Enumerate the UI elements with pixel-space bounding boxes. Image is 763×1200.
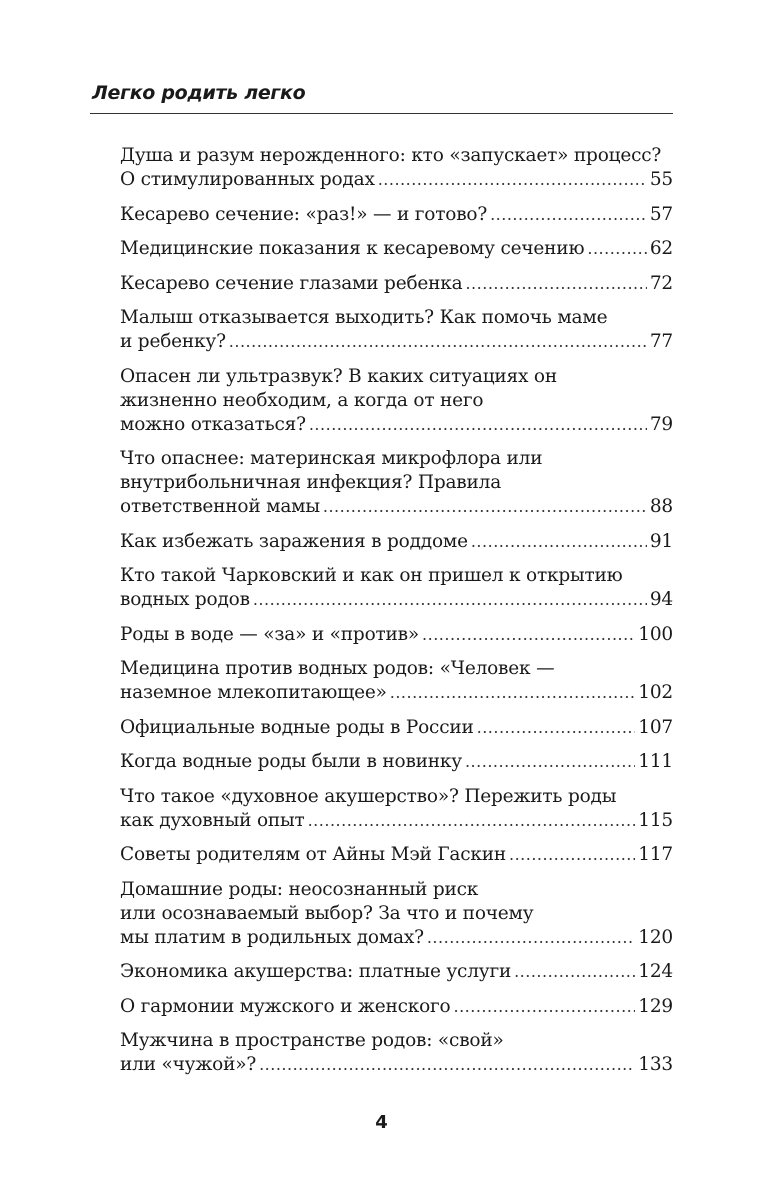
dot-leader [427, 926, 635, 950]
toc-entry [120, 272, 673, 296]
toc-entry-page-number: 88 [649, 496, 673, 517]
dot-leader [471, 530, 647, 554]
toc-entry [120, 203, 673, 227]
toc-entry-page-number: 57 [649, 203, 673, 225]
toc-entry-title-line: Кесарево сечение глазами ребенка [120, 272, 463, 294]
dot-leader [229, 330, 647, 354]
toc-entry-title-line: Что опаснее: материнская микрофлора или [120, 448, 543, 469]
toc-entry-page-number: 62 [649, 238, 673, 259]
toc-entry-last-line [120, 330, 673, 354]
toc-entry-last-line [120, 716, 673, 740]
toc-entry-title-line: Когда водные роды были в новинку [120, 751, 462, 772]
toc-entry-title-line: можно отказаться? [120, 413, 306, 435]
toc-entry-title-line: Официальные водные роды в России [120, 716, 474, 738]
toc-entry [120, 530, 673, 554]
toc-entry-title-line: или осознаваемый выбор? За что и почему [120, 902, 534, 924]
dot-leader [465, 750, 635, 774]
toc-entry-title-line: Кто такой Чарковский и как он пришел к открытию [120, 565, 623, 586]
toc-entry-title-line: водных родов [120, 589, 250, 610]
toc-entry-page-number: 102 [638, 682, 673, 703]
toc-entry-page-number: 124 [638, 961, 673, 982]
running-head-title: Легко родить легко [92, 82, 306, 104]
dot-leader [514, 960, 635, 984]
toc-entry-title-line: и ребенку? [120, 331, 226, 352]
toc-entry-last-line [120, 926, 673, 950]
toc-entry-title-line: Советы родителям от Айны Мэй Гаскин [120, 844, 506, 865]
dot-leader [477, 716, 636, 740]
toc-entry-title-line: Медицина против водных родов: «Человек — [120, 658, 555, 679]
toc-entry-page-number: 129 [638, 995, 673, 1017]
toc-entry-title-line: жизненно необходим, а когда от него [120, 389, 484, 411]
dot-leader [587, 237, 647, 261]
toc-entry-last-line [120, 203, 673, 227]
toc-entry-last-line [120, 995, 673, 1019]
toc-entry [120, 447, 673, 519]
dot-leader [309, 413, 647, 437]
toc-entry-title-line: Малыш отказывается выходить? Как помочь маме [120, 307, 608, 328]
toc-entry-title-line: внутрибольничная инфекция? Правила [120, 472, 502, 493]
toc-entry-title-line: ответственной мамы [120, 496, 320, 517]
toc-entry-last-line [120, 495, 673, 519]
toc-entry [120, 843, 673, 867]
toc-entry-title-line: О гармонии мужского и женского [120, 995, 451, 1017]
toc-entry [120, 657, 673, 705]
toc-entry-last-line [120, 237, 673, 261]
dot-leader [465, 272, 646, 296]
toc-entry-page-number: 79 [649, 413, 673, 435]
toc-entry-title-line: Роды в воде — «за» и «против» [120, 623, 420, 645]
toc-entry-title-line: Кесарево сечение: «раз!» — и готово? [120, 203, 488, 225]
dot-leader [308, 809, 636, 833]
dot-leader [253, 588, 647, 612]
toc-entry-last-line [120, 750, 673, 774]
toc-entry-last-line [120, 530, 673, 554]
toc-entry-page-number: 55 [649, 169, 673, 190]
toc-entry [120, 960, 673, 984]
toc-entry-last-line [120, 843, 673, 867]
toc-entry-last-line [120, 1053, 673, 1077]
toc-entry-title-line: Как избежать заражения в роддоме [120, 530, 468, 552]
dot-leader [509, 843, 635, 867]
page-number: 4 [375, 1112, 388, 1133]
toc-entry-page-number: 107 [638, 716, 673, 738]
toc-entry-page-number: 120 [638, 926, 673, 948]
toc-entry [120, 716, 673, 740]
toc-entry-title-line: О стимулированных родах [120, 169, 375, 190]
toc-entry-page-number: 72 [649, 272, 673, 294]
toc-entry-title-line: или «чужой»? [120, 1054, 257, 1075]
toc-entry-page-number: 91 [649, 530, 673, 552]
toc-entry-last-line [120, 168, 673, 192]
toc-entry [120, 306, 673, 354]
toc-entry-title-line: Что такое «духовное акушерство»? Пережить роды [120, 785, 617, 807]
toc-entry [120, 750, 673, 774]
toc-entry-page-number: 133 [638, 1054, 673, 1075]
toc-entry [120, 365, 673, 437]
toc-entry-title-line: мы платим в родильных домах? [120, 926, 424, 948]
toc-entry-page-number: 111 [638, 751, 673, 772]
toc-entry-title-line: Домашние роды: неосознанный риск [120, 878, 479, 900]
toc-entry-title-line: Медицинские показания к кесаревому сечению [120, 238, 585, 259]
dot-leader [323, 495, 647, 519]
toc-entry [120, 564, 673, 612]
toc-entry [120, 995, 673, 1019]
toc-entry-page-number: 94 [649, 589, 673, 610]
dot-leader [422, 623, 635, 647]
toc-entry-last-line [120, 623, 673, 647]
dot-leader [490, 203, 647, 227]
toc-entry [120, 785, 673, 833]
toc-entry [120, 1029, 673, 1077]
toc-entry [120, 878, 673, 950]
toc-entry-title-line: как духовный опыт [120, 809, 305, 831]
toc-entry [120, 144, 673, 192]
toc-entry-page-number: 77 [649, 331, 673, 352]
toc-entry-page-number: 117 [638, 844, 673, 865]
dot-leader [453, 995, 635, 1019]
toc-entry-title-line: Опасен ли ультразвук? В каких ситуациях он [120, 365, 557, 387]
dot-leader [390, 681, 636, 705]
toc-entry-last-line [120, 681, 673, 705]
toc-entry-page-number: 100 [638, 623, 673, 645]
toc-entry-last-line [120, 960, 673, 984]
toc-entry [120, 623, 673, 647]
dot-leader [259, 1053, 635, 1077]
toc-entry-title-line: наземное млекопитающее» [120, 682, 387, 703]
toc-entry-title-line: Душа и разум нерожденного: кто «запускает» процесс? [120, 145, 662, 166]
toc-entry-title-line: Экономика акушерства: платные услуги [120, 961, 512, 982]
toc-entry-last-line [120, 588, 673, 612]
toc-entry-last-line [120, 809, 673, 833]
toc-entry-page-number: 115 [638, 809, 673, 831]
header-rule [90, 113, 673, 114]
toc-entry [120, 237, 673, 261]
toc-entry-last-line [120, 272, 673, 296]
dot-leader [378, 168, 647, 192]
toc-entry-title-line: Мужчина в пространстве родов: «свой» [120, 1030, 504, 1051]
toc-entry-last-line [120, 413, 673, 437]
table-of-contents [120, 144, 673, 1088]
